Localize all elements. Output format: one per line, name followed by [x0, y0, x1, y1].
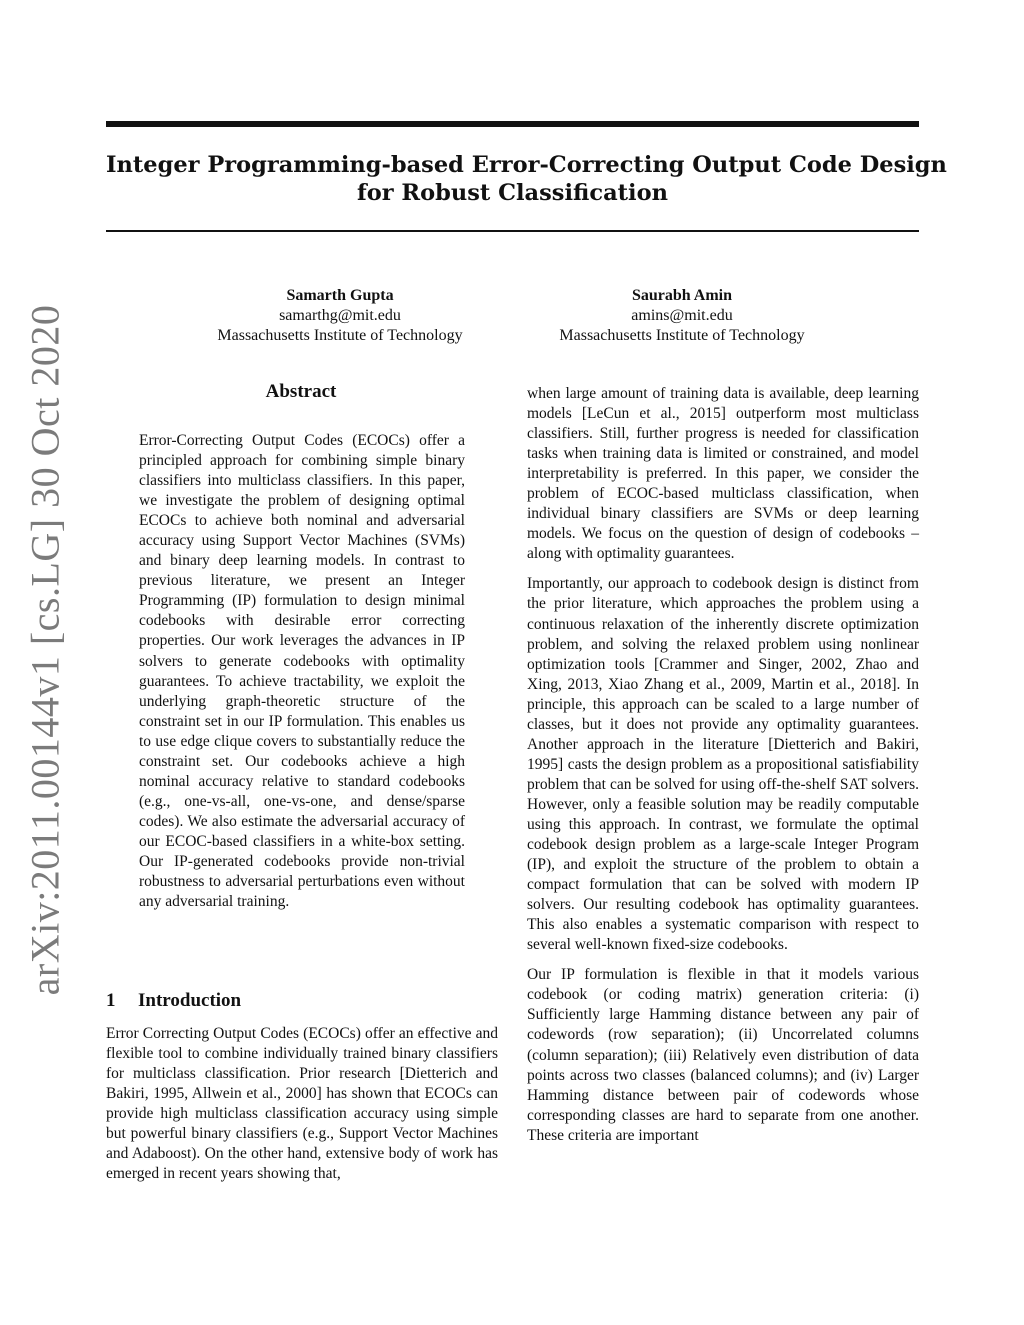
introduction-paragraph: Importantly, our approach to codebook design is distinct from the prior literature, which approaches the problem using a continuous relaxation of the inherently discrete optimization problem, and solving the relaxed problem using nonlinear optimization tools [Crammer and Singer, 2002, Zhao and Xing, 2013, Xiao Zhang et al., 2009, Martin et al., 2018]. In principle, this approach can be scaled to a large number of classes, but it does not provide any optimality guarantees. Another approach in the literature [Dietterich and Bakiri, 1995] casts the design problem as a propositional satisfiability problem that can be solved for using off-the-shelf SAT solvers. However, only a feasible solution may be readily computable using this approach. In contrast, we formulate the optimal codebook design problem as a large-scale Integer Program (IP), and exploit the structure of the problem to obtain a compact formulation that can be solved with modern IP solvers. Our resulting codebook has optimality guarantees. This also enables a systematic comparison with respect to several well-known fixed-size codebooks. [527, 575, 919, 954]
title-top-rule [106, 121, 919, 127]
abstract-heading: Abstract [265, 381, 337, 402]
paper-title-line-1: Integer Programming-based Error-Correcting Output Code Design [106, 152, 947, 178]
author-name: Saurabh Amin [631, 287, 733, 304]
author-email[interactable]: amins@mit.edu [631, 307, 733, 324]
paper-title [106, 151, 947, 207]
paper-title-line-2: for Robust Classification [357, 180, 668, 206]
author-affiliation: Massachusetts Institute of Technology [217, 327, 463, 344]
title-bottom-rule [106, 230, 919, 232]
section-number: 1 [106, 990, 116, 1011]
introduction-paragraph: when large amount of training data is available, deep learning models [LeCun et al., 2015] outperform most multiclass classifiers. Still, further progress is needed for classification tasks when training data is limited or constrained, and model interpretability is preferred. In this paper, we consider the problem of ECOC-based multiclass classification, when individual binary classifiers are SVMs or deep learning models. We focus on the question of design of codebooks – along with optimality guarantees. [527, 385, 919, 563]
author-affiliation: Massachusetts Institute of Technology [559, 327, 805, 344]
author-name: Samarth Gupta [286, 287, 394, 304]
right-column [527, 384, 919, 1146]
section-title: Introduction [138, 990, 242, 1011]
introduction-paragraph-left: Error Correcting Output Codes (ECOCs) offer an effective and flexible tool to combine individually trained binary classifiers for multiclass classification. Prior research [Dietterich and Bakiri, 1995, Allwein et al., 2000] has shown that ECOCs can provide high multiclass classification accuracy using simple but powerful binary classifiers (e.g., Support Vector Machines and Adaboost). On the other hand, extensive body of work has emerged in recent years showing that, [106, 1025, 498, 1183]
author-email[interactable]: samarthg@mit.edu [279, 307, 401, 324]
section-heading-introduction [106, 990, 496, 1012]
introduction-paragraph: Our IP formulation is flexible in that it models various codebook (or coding matrix) generation criteria: (i) Sufficiently large Hamming distance between any pair of codewords (row separation); (ii) Uncorrelated columns (column separation); (iii) Relatively even distribution of data points across two classes (balanced columns); and (iv) Larger Hamming distance between pair of codewords whose corresponding classes are hard to separate from one another. These criteria are important [527, 966, 919, 1144]
arxiv-identifier-stamp[interactable]: arXiv:2011.00144v1 [cs.LG] 30 Oct 2020 [22, 304, 68, 996]
author-block-1 [170, 286, 510, 346]
author-block-2 [512, 286, 852, 346]
abstract-text: Error-Correcting Output Codes (ECOCs) offer a principled approach for combining simple binary classifiers into multiclass classifiers. In this paper, we investigate the problem of designing optimal ECOCs to achieve both nominal and adversarial accuracy using Support Vector Machines (SVMs) and binary deep learning models. In contrast to previous literature, we present an Integer Programming (IP) formulation to design minimal codebooks with desirable error correcting properties. Our work leverages the advances in IP solvers to generate codebooks with optimality guarantees. To achieve tractability, we exploit the underlying graph-theoretic structure of the constraint set in our IP formulation. This enables us to use edge clique covers to substantially reduce the constraint set. Our codebooks achieve a high nominal accuracy relative to standard codebooks (e.g., one-vs-all, one-vs-one, and dense/sparse codes). We also estimate the adversarial accuracy of our ECOC-based classifiers in a white-box setting. Our IP-generated codebooks provide non-trivial robustness to adversarial perturbations even without any adversarial training. [139, 432, 465, 911]
